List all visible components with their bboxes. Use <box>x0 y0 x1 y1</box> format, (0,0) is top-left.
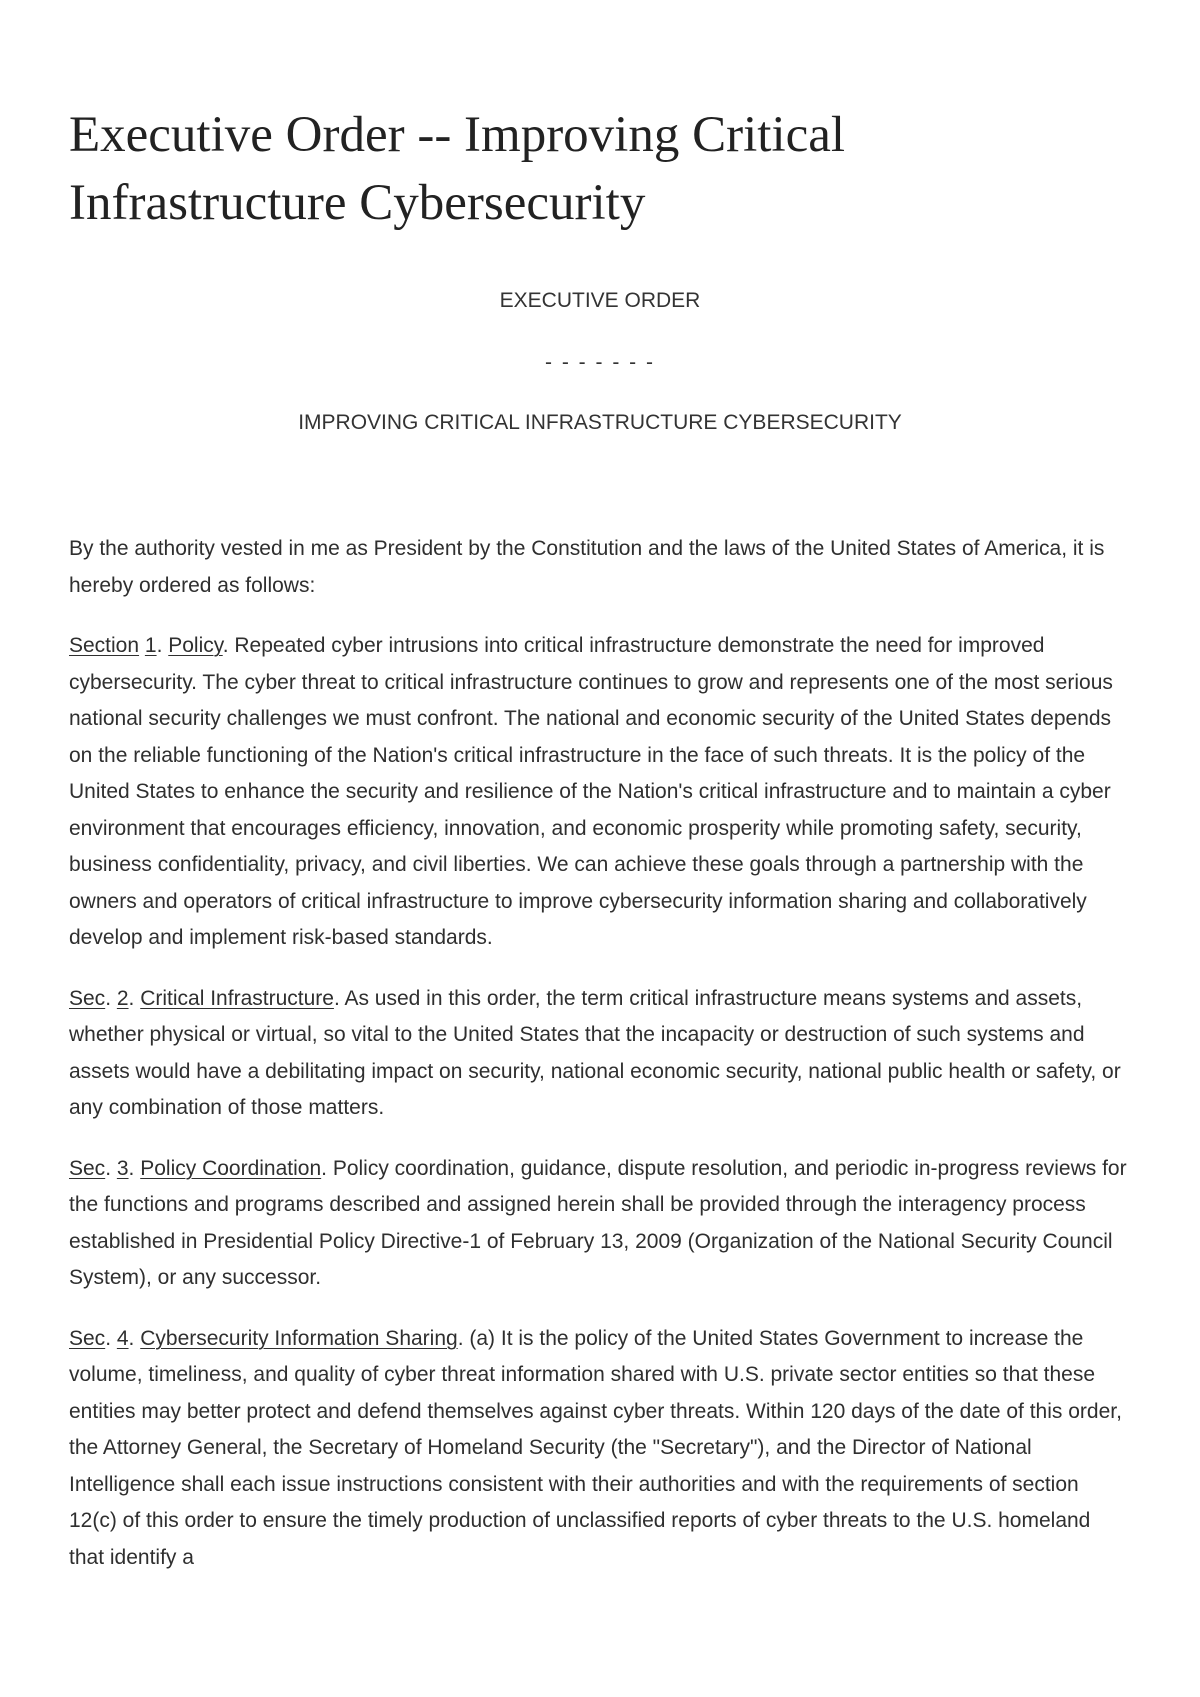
section-heading: Critical Infrastructure <box>140 986 334 1010</box>
divider-line: - - - - - - - <box>545 351 655 374</box>
section-heading: Policy <box>168 634 223 657</box>
document-body <box>69 531 1129 1600</box>
order-label: EXECUTIVE ORDER <box>499 289 701 312</box>
page-title: Executive Order -- Improving Critical Infrastructure Cybersecurity <box>69 107 846 231</box>
section-text: Repeated cyber intrusions into critical infrastructure demonstrate the need for improved cybersecurity. The cyber threat to critical infrastructure continues to grow and represents one of the most serious national security challenges we must confront. The national and economic security of the United States depends on the reliable functioning of the Nation's critical infrastructure in the face of such threats. It is the policy of the United States to enhance the security and resilience of the Nation's critical infrastructure and to maintain a cyber environment that encourages efficiency, innovation, and economic prosperity while promoting safety, security, business confidentiality, privacy, and civil liberties. We can achieve these goals through a partnership with the owners and operators of critical infrastructure to improve cybersecurity information sharing and collaboratively develop and implement risk-based standards. <box>69 634 1113 949</box>
section-number: 1 <box>144 634 157 657</box>
section-heading: Policy Coordination <box>140 1156 322 1180</box>
section-label: Sec <box>69 1156 106 1180</box>
section-text: Policy coordination, guidance, dispute resolution, and periodic in-progress reviews for the functions and programs described and assigned herein shall be provided through the interagency process established in Presidential Policy Directive-1 of February 13, 2009 (Organization of the National Security Council System), or any successor. <box>69 1156 1127 1289</box>
section-label: Sec <box>69 986 106 1010</box>
order-subtitle: IMPROVING CRITICAL INFRASTRUCTURE CYBERSECURITY <box>298 411 902 434</box>
section-2-paragraph: Sec. 2. Critical Infrastructure. As used in this order, the term critical infrastructure means systems and assets, whether physical or virtual, so vital to the United States that the incapacity or destruction of such systems and assets would have a debilitating impact on security, national economic security, national public health or safety, or any combination of those matters. <box>69 986 1121 1119</box>
section-heading: Cybersecurity Information Sharing <box>140 1326 458 1350</box>
section-number: 4 <box>116 1326 129 1350</box>
section-label: Section <box>69 634 140 657</box>
section-number: 2 <box>116 986 129 1010</box>
section-4-paragraph: Sec. 4. Cybersecurity Information Sharing. (a) It is the policy of the United States Government to increase the volume, timeliness, and quality of cyber threat information shared with U.S. private sector entities so that these entities may better protect and defend themselves against cyber threats. Within 120 days of the date of this order, the Attorney General, the Secretary of Homeland Security (the "Secretary"), and the Director of National Intelligence shall each issue instructions consistent with their authorities and with the requirements of section 12(c) of this order to ensure the timely production of unclassified reports of cyber threats to the U.S. homeland that identify a <box>69 1326 1122 1569</box>
section-1-paragraph: Section 1. Policy. Repeated cyber intrusions into critical infrastructure demonstrate the need for improved cybersecurity. The cyber threat to critical infrastructure continues to grow and represents one of the most serious national security challenges we must confront. The national and economic security of the United States depends on the reliable functioning of the Nation's critical infrastructure in the face of such threats. It is the policy of the United States to enhance the security and resilience of the Nation's critical infrastructure and to maintain a cyber environment that encourages efficiency, innovation, and economic prosperity while promoting safety, security, business confidentiality, privacy, and civil liberties. We can achieve these goals through a partnership with the owners and operators of critical infrastructure to improve cybersecurity information sharing and collaboratively develop and implement risk-based standards. <box>69 634 1113 949</box>
intro-paragraph: By the authority vested in me as President by the Constitution and the laws of the United States of America, it is hereby ordered as follows: <box>69 537 1105 597</box>
section-label: Sec <box>69 1326 106 1350</box>
section-text: (a) It is the policy of the United States Government to increase the volume, timeliness, and quality of cyber threat information shared with U.S. private sector entities so that these entities may better protect and defend themselves against cyber threats. Within 120 days of the date of this order, the Attorney General, the Secretary of Homeland Security (the "Secretary"), and the Director of National Intelligence shall each issue instructions consistent with their authorities and with the requirements of section 12(c) of this order to ensure the timely production of unclassified reports of cyber threats to the U.S. homeland that identify a <box>69 1326 1122 1569</box>
section-text: As used in this order, the term critical infrastructure means systems and assets, whether physical or virtual, so vital to the United States that the incapacity or destruction of such systems and assets would have a debilitating impact on security, national economic security, national public health or safety, or any combination of those matters. <box>69 986 1121 1119</box>
section-3-paragraph: Sec. 3. Policy Coordination. Policy coordination, guidance, dispute resolution, and periodic in-progress reviews for the functions and programs described and assigned herein shall be provided through the interagency process established in Presidential Policy Directive-1 of February 13, 2009 (Organization of the National Security Council System), or any successor. <box>69 1156 1127 1289</box>
section-number: 3 <box>116 1156 129 1180</box>
